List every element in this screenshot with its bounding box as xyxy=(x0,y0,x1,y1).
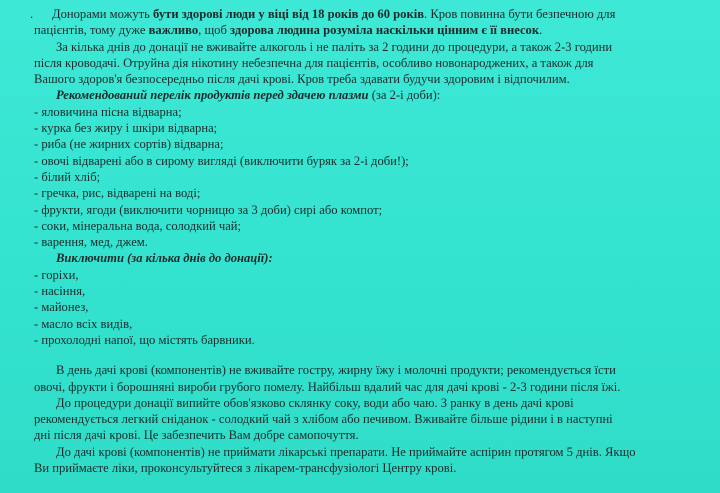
intro-contribution: здорова людина розуміла наскільки цінним є її внесок xyxy=(230,23,540,38)
warning-line-2: після кроводачі. Отруйна дія нікотину небезпечна для пацієнтів, особливо новонароджених, а також для xyxy=(34,55,594,70)
intro-dot: . xyxy=(30,7,34,21)
intro-age-range: бути здорові люди у віці від 18 років до 60 років xyxy=(153,7,425,21)
intro-line-2 xyxy=(34,22,712,38)
exclude-heading: Виключити (за кілька днів до донації): xyxy=(56,251,273,266)
section-gap xyxy=(34,348,712,362)
list-item: - горіхи, xyxy=(34,267,79,282)
intro-text-e: . xyxy=(539,23,543,38)
list-item: - прохолодні напої, що містять барвники. xyxy=(34,332,255,347)
recommended-heading-tail: (за 2-і доби): xyxy=(368,88,441,103)
list-item: - варення, мед, джем. xyxy=(34,235,148,250)
medicine-line-2: Ви приймаєте ліки, проконсультуйтеся з лікарем-трансфузіологі Центру крові. xyxy=(34,461,457,476)
day-of-line-3: До процедури донації випийте обов'язково склянку соку, води або чаю. З ранку в день дачі крові xyxy=(56,395,574,410)
day-of-line-1: В день дачі крові (компонентів) не вживайте гостру, жирну їжу і молочні продукти; рекомендується їсти xyxy=(56,363,616,378)
warning-line-1: За кілька днів до донації не вживайте алкоголь і не паліть за 2 години до процедури, а також 2-3 години xyxy=(56,39,613,54)
intro-line-1 xyxy=(30,6,712,22)
warning-line-3: Вашого здоров'я безпосередньо після дачі крові. Кров треба здавати будучи здоровим і відпочилим. xyxy=(34,72,570,87)
recommended-heading xyxy=(34,87,712,103)
list-item: - насіння, xyxy=(34,284,86,299)
day-of-line-2: овочі, фрукти і борошняні вироби грубого помелу. Найбільш вдалий час для дачі крові - 2-3 години після їжі. xyxy=(34,379,621,394)
intro-text-b: . Кров повинна бути безпечною для xyxy=(424,7,616,21)
day-of-line-4: рекомендується легкий сніданок - солодкий чай з хлібом або печивом. Вживайте більше рідини і в наступні xyxy=(34,412,613,427)
intro-important: важливо xyxy=(148,23,199,38)
list-item: - фрукти, ягоди (виключити чорницю за 3 доби) сирі або компот; xyxy=(34,202,383,217)
recommended-list xyxy=(34,104,712,251)
exclude-list xyxy=(34,267,712,348)
list-item: - яловичина пісна відварна; xyxy=(34,104,182,119)
list-item: - соки, мінеральна вода, солодкий чай; xyxy=(34,218,242,233)
list-item: - овочі відварені або в сирому вигляді (виключити буряк за 2-і доби!); xyxy=(34,153,409,168)
list-item: - риба (не жирних сортів) відварна; xyxy=(34,137,224,152)
intro-text-a: Донорами можуть xyxy=(52,7,154,21)
intro-text-c: пацієнтів, тому дуже xyxy=(34,23,149,38)
recommended-heading-title: Рекомендований перелік продуктів перед здачею плазми xyxy=(56,88,369,103)
list-item: - масло всіх видів, xyxy=(34,316,133,331)
list-item: - білий хліб; xyxy=(34,169,101,184)
list-item: - курка без жиру і шкіри відварна; xyxy=(34,121,218,136)
day-of-line-5: дні після дачі крові. Це забезпечить Вам добре самопочуття. xyxy=(34,428,359,443)
intro-text-d: , щоб xyxy=(198,23,231,38)
medicine-line-1: До дачі крові (компонентів) не приймати лікарські препарати. Не приймайте аспірин протягом 5 днів. Якщо xyxy=(56,444,636,459)
list-item: - гречка, рис, відварені на воді; xyxy=(34,186,201,201)
list-item: - майонез, xyxy=(34,300,89,315)
